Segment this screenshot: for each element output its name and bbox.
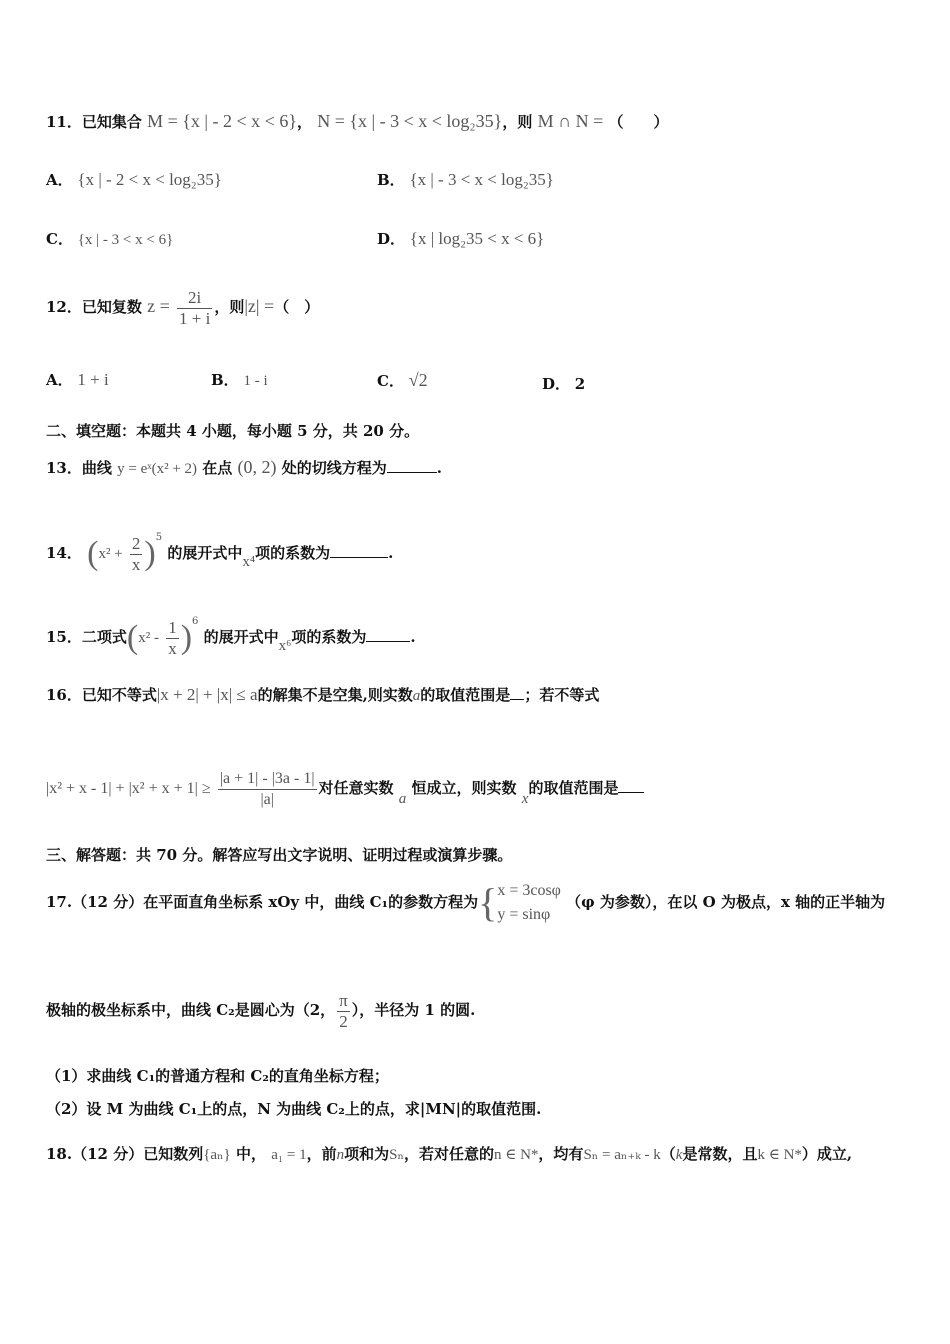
q12-option-a bbox=[46, 370, 109, 390]
modulus-expr: |z| = bbox=[244, 296, 275, 316]
right-paren: ) bbox=[180, 619, 193, 656]
q12-option-b bbox=[211, 370, 268, 391]
section-heading-fill-in: 二、填空题：本题共 4 小题，每小题 5 分，共 20 分。 bbox=[46, 422, 420, 440]
set-n: N = {x | - 3 < x < log₂35} bbox=[317, 111, 503, 131]
q17-text: 17.（12 分）在平面直角坐标系 xOy 中，曲线 C₁的参数方程为 bbox=[46, 893, 479, 911]
q17-line2b: ），半径为 1 的圆. bbox=[351, 1001, 476, 1019]
option-value: 2 bbox=[574, 375, 586, 393]
option-label: A． bbox=[46, 371, 73, 389]
inequality-2-lhs: |x² + x - 1| + |x² + x + 1| ≥ bbox=[46, 780, 211, 797]
tangent-point: (0, 2) bbox=[237, 457, 277, 477]
inequality-1: |x + 2| + |x| ≤ a bbox=[156, 685, 258, 704]
z-fraction bbox=[177, 288, 212, 329]
q13-text: 曲线 bbox=[81, 459, 112, 477]
var-x: x bbox=[521, 791, 529, 807]
question-number: 11． bbox=[46, 113, 82, 131]
answer-blank-2[interactable] bbox=[618, 778, 644, 793]
binomial-base: x² + bbox=[98, 546, 123, 562]
var-a: a bbox=[412, 688, 421, 704]
q18-text5: ，若对任意的 bbox=[403, 1145, 494, 1163]
z-lhs: z = bbox=[147, 296, 170, 316]
q17-line2a: 极轴的极坐标系中，曲线 C₂是圆心为（2， bbox=[46, 1001, 336, 1019]
option-value: {x | log₂35 < x < 6} bbox=[409, 229, 545, 248]
term: x⁶ bbox=[278, 638, 292, 654]
q12-option-d bbox=[542, 374, 585, 394]
q11-text: 已知集合 bbox=[81, 113, 142, 131]
binomial-fraction bbox=[130, 534, 143, 575]
q18-text2: 中， bbox=[235, 1145, 266, 1163]
q17-part2: （2）设 M 为曲线 C₁上的点，N 为曲线 C₂上的点，求|MN|的取值范围. bbox=[46, 1100, 542, 1118]
section-heading-solutions: 三、解答题：共 70 分。解答应写出文字说明、证明过程或演算步骤。 bbox=[46, 846, 513, 864]
var-k: k bbox=[675, 1147, 683, 1163]
frac-numerator: π bbox=[339, 990, 348, 1010]
frac-numerator: 1 bbox=[168, 617, 177, 637]
curve-equation: y = eˣ(x² + 2) bbox=[117, 461, 198, 477]
inequality-2-fraction bbox=[218, 769, 317, 810]
q18-text4: 项和为 bbox=[344, 1145, 390, 1163]
question-number: 14． bbox=[46, 544, 82, 562]
q18-text: 18.（12 分）已知数列 bbox=[46, 1145, 204, 1163]
q14-period: . bbox=[388, 544, 394, 562]
frac-numerator: |a + 1| - |3a - 1| bbox=[218, 769, 317, 790]
q11-option-a bbox=[46, 170, 222, 190]
frac-numerator: 2i bbox=[177, 288, 212, 309]
q15-text0: 二项式 bbox=[81, 628, 127, 646]
q16-text2: 的解集不是空集,则实数 bbox=[257, 686, 413, 704]
q13-text2: 在点 bbox=[202, 459, 233, 477]
option-value: 1 - i bbox=[243, 373, 268, 389]
q11-option-d bbox=[377, 229, 544, 249]
k-in-n: k ∈ N* bbox=[757, 1147, 802, 1163]
q18-stem bbox=[46, 1140, 852, 1169]
question-number: 13． bbox=[46, 459, 82, 477]
q13-text3: 处的切线方程为 bbox=[281, 459, 387, 477]
option-label: C． bbox=[377, 372, 404, 390]
q18-text6: ，均有 bbox=[538, 1145, 584, 1163]
option-value: √2 bbox=[408, 370, 428, 390]
sum-sn: Sₙ bbox=[389, 1147, 404, 1163]
parametric-eq-y: y = sinφ bbox=[497, 906, 551, 923]
frac-denominator: x bbox=[168, 638, 177, 658]
left-paren: ( bbox=[87, 535, 99, 572]
frac-denominator: x bbox=[131, 554, 141, 574]
sequence: {aₙ} bbox=[203, 1147, 231, 1163]
q16-line2 bbox=[46, 760, 644, 827]
answer-blank[interactable] bbox=[387, 458, 437, 473]
q15-stem bbox=[46, 592, 416, 676]
answer-blank[interactable] bbox=[366, 627, 410, 642]
intersection-expr: M ∩ N = bbox=[537, 111, 604, 131]
q17-line2 bbox=[46, 982, 475, 1038]
q13-stem bbox=[46, 453, 442, 483]
q15-period: . bbox=[410, 628, 416, 646]
q16-text6: 恒成立，则实数 bbox=[411, 779, 517, 797]
question-number: 12． bbox=[46, 298, 82, 316]
question-number: 16． bbox=[46, 686, 82, 704]
q18-text3: ，前 bbox=[306, 1145, 337, 1163]
q16-text7: 的取值范围是 bbox=[528, 779, 619, 797]
answer-paren: （ ） bbox=[608, 113, 669, 131]
q11-stem bbox=[46, 111, 668, 132]
q12-text: 已知复数 bbox=[81, 298, 142, 316]
question-number: 15． bbox=[46, 628, 82, 646]
var-n: n bbox=[336, 1147, 345, 1163]
option-value: {x | - 3 < x < log₂35} bbox=[409, 170, 554, 189]
option-label: D． bbox=[377, 230, 406, 248]
q11-option-c bbox=[46, 229, 173, 250]
right-paren: ) bbox=[144, 535, 156, 572]
frac-denominator: 2 bbox=[339, 1011, 348, 1031]
q14-text2: 项的系数为 bbox=[255, 544, 331, 562]
frac-denominator: 1 + i bbox=[179, 308, 211, 328]
q17-part1: （1）求曲线 C₁的普通方程和 C₂的直角坐标方程； bbox=[46, 1067, 389, 1085]
var-a: a bbox=[398, 791, 407, 807]
n-in-n: n ∈ N* bbox=[493, 1147, 539, 1163]
set-m: M = {x | - 2 < x < 6} bbox=[147, 111, 297, 131]
option-label: D． bbox=[542, 375, 571, 393]
option-label: A． bbox=[46, 171, 73, 189]
q11-option-b bbox=[377, 170, 554, 190]
term: x⁴ bbox=[242, 554, 256, 570]
q16-text3: 的取值范围是 bbox=[420, 686, 511, 704]
q12-text2: ，则 bbox=[214, 298, 245, 316]
q16-text4: ；若不等式 bbox=[524, 686, 600, 704]
q16-text5: 对任意实数 bbox=[318, 779, 394, 797]
exponent: 6 bbox=[192, 616, 199, 627]
q11-text2: ，则 bbox=[502, 113, 533, 131]
frac-numerator: 2 bbox=[131, 533, 141, 553]
q11-sep: ， bbox=[296, 113, 312, 131]
binomial-fraction bbox=[166, 618, 179, 659]
system-brace: { bbox=[478, 880, 498, 925]
option-label: C． bbox=[46, 230, 73, 248]
parametric-system bbox=[497, 879, 561, 927]
q17-stem bbox=[46, 874, 885, 931]
q18-text9: ）成立, bbox=[801, 1145, 853, 1163]
q15-text2: 项的系数为 bbox=[291, 628, 367, 646]
option-value: 1 + i bbox=[77, 370, 109, 389]
q13-period: . bbox=[436, 459, 442, 477]
q12-option-c bbox=[377, 370, 428, 391]
q16-stem bbox=[46, 685, 599, 706]
q18-text7: （ bbox=[660, 1145, 676, 1163]
parametric-eq-x: x = 3cosφ bbox=[497, 882, 561, 899]
frac-denominator: |a| bbox=[260, 790, 274, 808]
q16-text: 已知不等式 bbox=[81, 686, 157, 704]
a1-value: a₁ = 1 bbox=[271, 1147, 307, 1163]
binomial-base: x² - bbox=[138, 630, 159, 646]
q17-text2: （φ 为参数），在以 O 为极点，x 轴的正半轴为 bbox=[566, 893, 886, 911]
q18-text8: 是常数，且 bbox=[682, 1145, 758, 1163]
pi-over-2 bbox=[337, 991, 350, 1032]
answer-blank[interactable] bbox=[330, 543, 388, 558]
option-value: {x | - 3 < x < 6} bbox=[77, 232, 174, 248]
q15-text: 的展开式中 bbox=[203, 628, 279, 646]
q14-stem bbox=[46, 508, 393, 592]
exponent: 5 bbox=[155, 532, 163, 543]
sum-relation: Sₙ = aₙ₊ₖ - k bbox=[583, 1147, 661, 1163]
q14-text: 的展开式中 bbox=[167, 544, 243, 562]
option-value: {x | - 2 < x < log₂35} bbox=[77, 170, 222, 189]
left-paren: ( bbox=[126, 619, 139, 656]
answer-blank-1[interactable] bbox=[510, 685, 524, 700]
option-label: B． bbox=[211, 371, 239, 389]
answer-paren: （ ） bbox=[274, 298, 320, 316]
option-label: B． bbox=[377, 171, 405, 189]
q12-stem bbox=[46, 282, 319, 331]
